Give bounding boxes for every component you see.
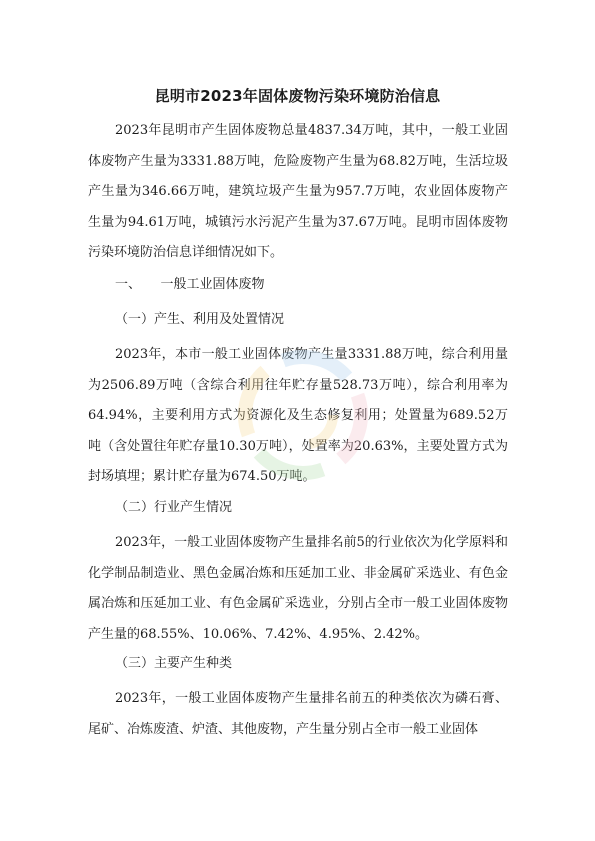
subsection-heading-2: （二）行业产生情况 [115, 500, 233, 515]
subsection-3-paragraph: 2023年，一般工业固体废物产生量排名前五的种类依次为磷石膏、尾矿、冶炼废渣、炉渣、其他废物，产生量分别占全市一般工业固体 [88, 691, 508, 737]
subsection-2-paragraph: 2023年，一般工业固体废物产生量排名前5的行业依次为化学原料和化学制品制造业、黑色金属冶炼和压延加工业、非金属矿采选业、有色金属冶炼和压延加工业、有色金属矿采选业，分别占全市一般工业固体废物产生量的68.55%、10.06%、7.42%、4.95%、2.42%。 [88, 535, 508, 642]
subsection-heading-3: （三）主要产生种类 [115, 656, 233, 671]
intro-paragraph: 2023年昆明市产生固体废物总量4837.34万吨，其中，一般工业固体废物产生量为3331.88万吨，危险废物产生量为68.82万吨，生活垃圾产生量为346.66万吨，建筑垃圾产生量为957.7万吨，农业固体废物产生量为94.61万吨，城镇污水污泥产生量为37.67万吨。昆明市固体废物污染环境防治信息详细情况如下。 [88, 123, 508, 260]
section-heading-1: 一、 一般工业固体废物 [115, 277, 265, 292]
page-title: 昆明市2023年固体废物污染环境防治信息 [154, 87, 441, 105]
subsection-heading-1: （一）产生、利用及处置情况 [115, 312, 285, 327]
subsection-1-paragraph: 2023年，本市一般工业固体废物产生量3331.88万吨，综合利用量为2506.89万吨（含综合利用往年贮存量528.73万吨），综合利用率为64.94%，主要利用方式为资源化及生态修复利用；处置量为689.52万吨（含处置往年贮存量10.30万吨），处置率为20.63%，主要处置方式为封场填埋；累计贮存量为674.50万吨。 [88, 347, 508, 484]
